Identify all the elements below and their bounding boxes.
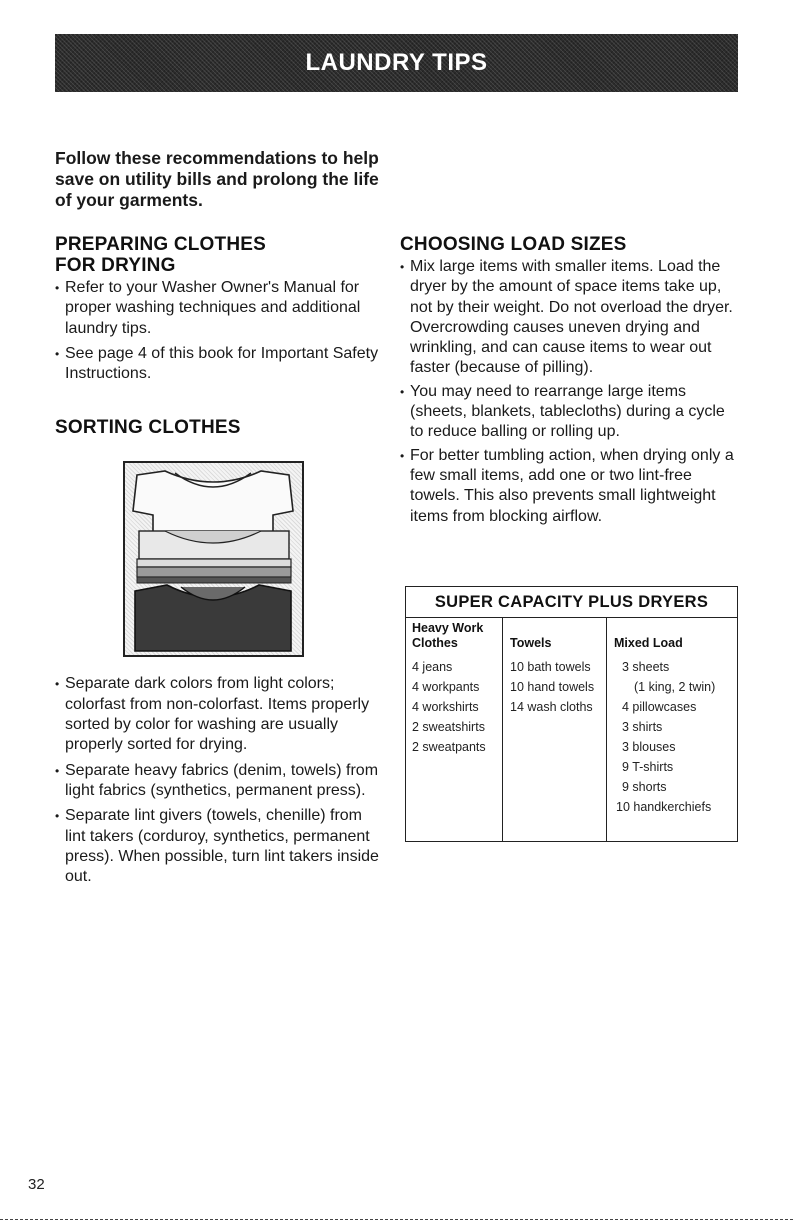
sorted-clothes-illustration (123, 461, 304, 657)
column-header (510, 621, 604, 651)
table-cell: 4 pillowcases (622, 700, 697, 714)
list-item: • For better tumbling action, when drying only a few small items, add one or two lint-free towels. This also prevents small lightweight items from blocking airflow. (400, 446, 738, 527)
table-cell: 4 jeans (412, 660, 453, 674)
table-cell: (1 king, 2 twin) (634, 680, 716, 694)
list-item: • Mix large items with smaller items. Load the dryer by the amount of space items take up, not by their weight. Do not overload the dryer. Overcrowding causes uneven drying and wrinkling, and can cause items to wear out faster (because of pilling). (400, 257, 738, 379)
folded-shirts-icon (125, 463, 302, 655)
table-cell: 2 sweatpants (412, 740, 486, 754)
table-cell: 3 sheets (622, 660, 670, 674)
table-cell: 4 workshirts (412, 700, 479, 714)
page-banner (55, 34, 738, 92)
left-column (55, 234, 385, 892)
preparing-heading (55, 234, 385, 276)
table-title: SUPER CAPACITY PLUS DRYERS (434, 593, 709, 611)
list-item: • Refer to your Washer Owner's Manual for proper washing techniques and additional laundry tips. (55, 278, 385, 339)
section-sorting-clothes (55, 417, 385, 887)
table-cell: 9 shorts (622, 780, 667, 794)
page-number: 32 (28, 1176, 45, 1193)
column-header-line2: Clothes (412, 636, 458, 650)
table-cell: 2 sweatshirts (412, 720, 485, 734)
section-choosing-load-sizes (400, 234, 738, 527)
table-cell: 14 wash cloths (510, 700, 593, 714)
table-column-heavy-work (412, 621, 500, 757)
list-item: • See page 4 of this book for Important Safety Instructions. (55, 344, 385, 385)
table-column-towels (510, 621, 604, 717)
column-header (614, 621, 734, 651)
sorting-heading: SORTING CLOTHES (55, 417, 241, 439)
preparing-heading-line2: FOR DRYING (55, 255, 176, 276)
intro-text: Follow these recommendations to help save on utility bills and prolong the life of your garments. (55, 148, 379, 210)
column-header-line1: Heavy Work (412, 621, 484, 635)
column-divider (606, 618, 607, 841)
bottom-divider (0, 1219, 793, 1220)
preparing-list (55, 278, 385, 384)
table-cell: 10 bath towels (510, 660, 591, 674)
column-header-line2: Towels (510, 636, 552, 650)
table-divider (406, 617, 737, 618)
preparing-heading-line1: PREPARING CLOTHES (55, 234, 267, 255)
load-sizes-heading: CHOOSING LOAD SIZES (400, 234, 627, 255)
table-cell: 10 handkerchiefs (616, 800, 712, 814)
list-item: • You may need to rearrange large items (sheets, blankets, tablecloths) during a cycle to reduce balling or rolling up. (400, 382, 738, 443)
load-sizes-list (400, 257, 738, 527)
right-column (400, 234, 738, 530)
list-item: • Separate dark colors from light colors; colorfast from non-colorfast. Items properly sorted by color for washing are usually properly sorted for drying. (55, 674, 385, 755)
sorting-list (55, 674, 385, 887)
page-title: LAUNDRY TIPS (305, 49, 488, 76)
table-cell: 4 workpants (412, 680, 480, 694)
list-item: • Separate heavy fabrics (denim, towels) from light fabrics (synthetics, permanent press). (55, 761, 385, 802)
list-item: • Separate lint givers (towels, chenille) from lint takers (corduroy, synthetics, permanent press). When possible, turn lint takers inside out. (55, 806, 385, 887)
table-cell: 3 blouses (622, 740, 676, 754)
table-cell: 9 T-shirts (622, 760, 674, 774)
table-cell: 3 shirts (622, 720, 663, 734)
table-cell: 10 hand towels (510, 680, 595, 694)
section-preparing-clothes (55, 234, 385, 384)
dryer-capacity-table (405, 586, 738, 842)
column-header-line2: Mixed Load (614, 636, 683, 650)
column-divider (502, 618, 503, 841)
table-column-mixed-load (614, 621, 734, 817)
column-header (412, 621, 500, 651)
